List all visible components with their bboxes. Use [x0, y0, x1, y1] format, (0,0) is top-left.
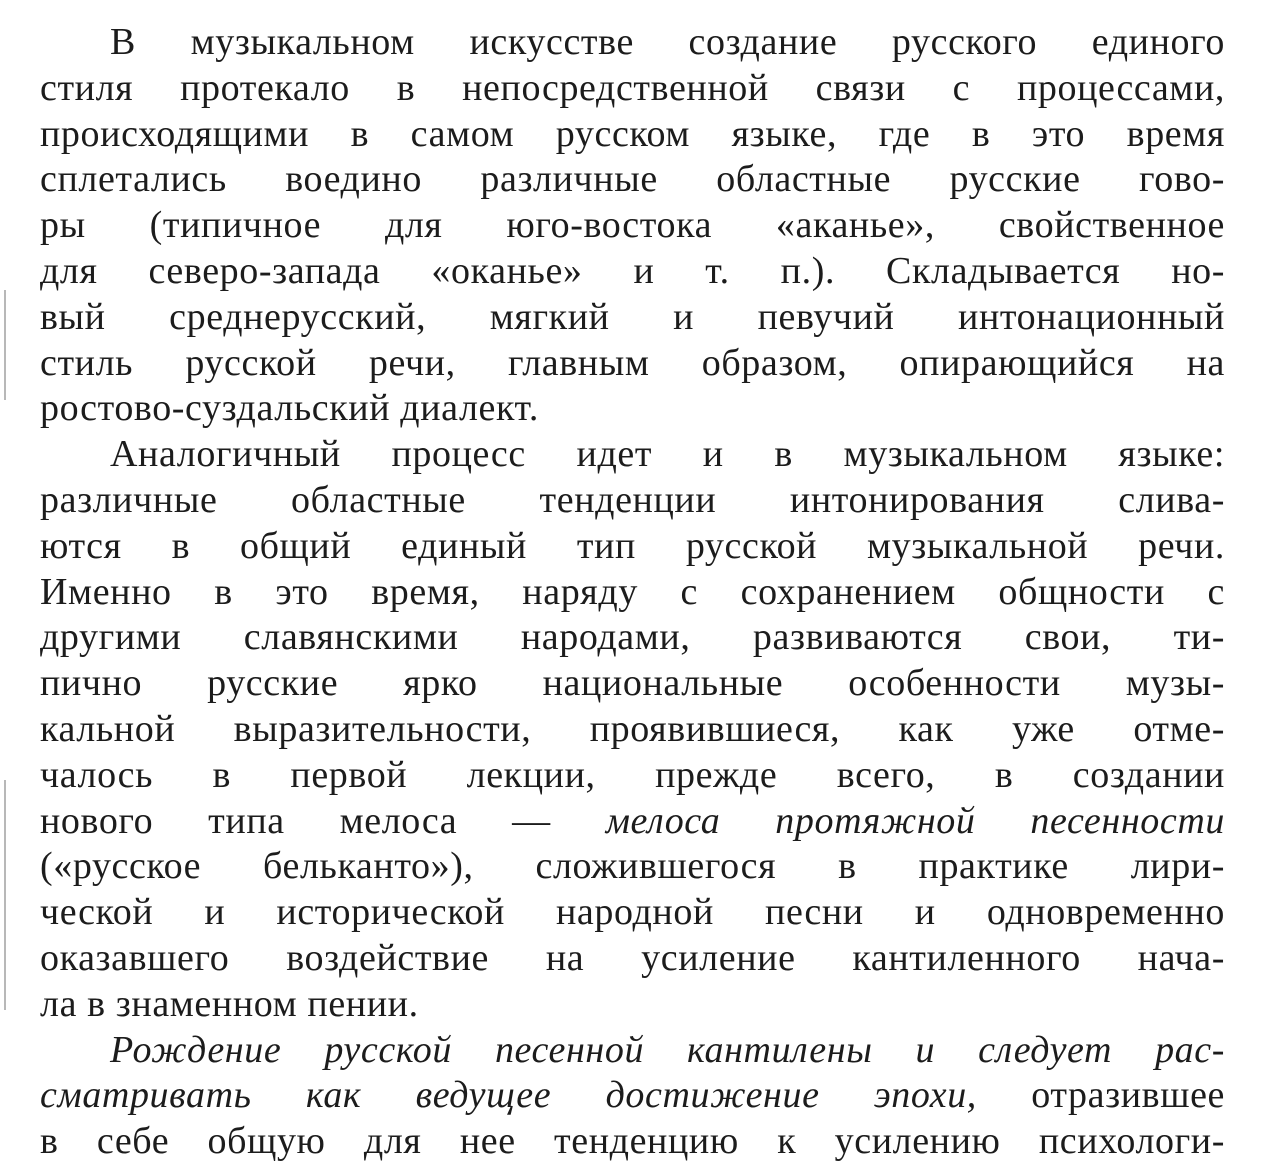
text-line: ются в общий единый тип русской музыкальной речи.: [40, 524, 1225, 567]
plain-text: нового типа мелоса —: [40, 799, 551, 842]
text-line: Аналогичный процесс идет и в музыкальном языке:: [110, 433, 1225, 476]
text-line: вый среднерусский, мягкий и певучий интонационный: [40, 295, 1225, 338]
text-line-mixed: [40, 1073, 1225, 1119]
text-line: сплетались воедино различные областные русские гово-: [40, 158, 1225, 201]
text-line: чалось в первой лекции, прежде всего, в создании: [40, 753, 1225, 796]
margin-pencil-mark: [4, 290, 6, 400]
text-line: пично русские ярко национальные особенности музы-: [40, 662, 1225, 705]
text-line: оказавшего воздействие на усиление кантиленного нача-: [40, 936, 1225, 979]
text-line: ростово-суздальский диалект.: [40, 387, 539, 430]
italic-emphasis: мелоса протяжной песенности: [605, 799, 1225, 842]
text-line: ла в знаменном пении.: [40, 982, 419, 1025]
text-line: стиль русской речи, главным образом, опирающийся на: [40, 341, 1225, 384]
text-line: для северо-запада «оканье» и т. п.). Складывается но-: [40, 249, 1225, 292]
text-line: в себе общую для нее тенденцию к усилению психологи-: [40, 1120, 1225, 1163]
text-line: происходящими в самом русском языке, где в это время: [40, 112, 1225, 155]
text-line: Именно в это время, наряду с сохранением общности с: [40, 570, 1225, 613]
text-line: ческой и исторической народной песни и одновременно: [40, 891, 1225, 934]
text-line-mixed: [40, 799, 1225, 845]
text-line: ры (типичное для юго-востока «аканье», свойственное: [40, 204, 1225, 247]
paragraph: [40, 432, 1225, 1027]
text-line-italic: Рождение русской песенной кантилены и следует рас-: [110, 1028, 1225, 1071]
text-line: стиля протекало в непосредственной связи с процессами,: [40, 66, 1225, 109]
text-line: В музыкальном искусстве создание русского единого: [110, 21, 1225, 63]
paragraph: [40, 20, 1225, 432]
text-line: («русское бельканто»), сложившегося в практике лири-: [40, 845, 1225, 888]
text-line: различные областные тенденции интонирования слива-: [40, 478, 1225, 521]
paragraph: [40, 1028, 1225, 1165]
book-page-text: [40, 20, 1225, 1165]
text-line: кальной выразительности, проявившиеся, как уже отме-: [40, 707, 1225, 750]
text-line: другими славянскими народами, развиваются свои, ти-: [40, 616, 1225, 659]
margin-pencil-mark: [4, 780, 6, 1010]
italic-emphasis: сматривать как ведущее достижение эпохи,: [40, 1074, 977, 1117]
plain-text: отразившее: [1031, 1074, 1225, 1117]
